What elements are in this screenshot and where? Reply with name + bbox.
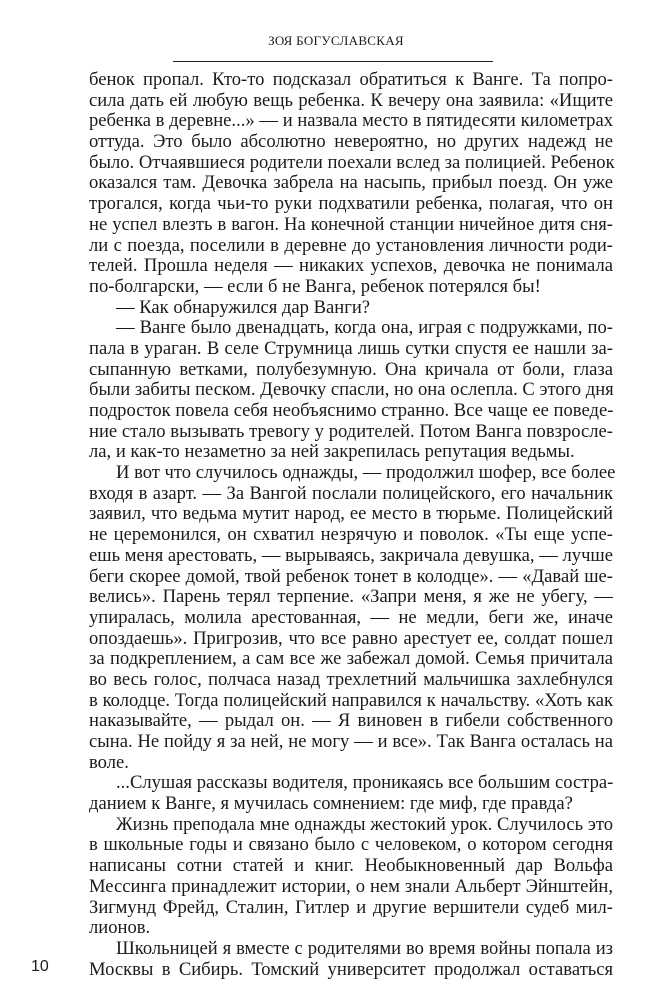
text-line: наказывайте, — рыдал он. — Я виновен в гибели собственного [89, 710, 613, 732]
text-line: — Ванге было двенадцать, когда она, играя с подружками, по- [116, 317, 613, 339]
text-line: ли с поезда, поселили в деревне до установления личности роди- [89, 234, 613, 256]
text-line: в школьные годы и связано было с человеком, о котором сегодня [89, 834, 613, 856]
text-line: оттуда. Это было абсолютно невероятно, но других надежд не [89, 131, 613, 153]
text-line: написаны сотни статей и книг. Необыкновенный дар Вольфа [89, 855, 613, 877]
text-line: сыпанную ветками, полубезумную. Она кричала от боли, глаза [89, 358, 613, 380]
text-line: телей. Прошла неделя — никаких успехов, девочка не понимала [89, 255, 613, 277]
running-header: ЗОЯ БОГУСЛАВСКАЯ [268, 33, 404, 48]
text-line: — Как обнаружился дар Ванги? [116, 296, 371, 318]
text-line: во весь голос, полчаса назад трехлетний мальчишка захлебнулся [89, 668, 613, 690]
text-line: ешь меня арестовать, — вырываясь, закричала девушка, — лучше [89, 544, 613, 566]
text-line: заявил, что ведьма мутит народ, ее место в тюрьме. Полицейский [89, 503, 613, 525]
text-line: воле. [89, 751, 129, 773]
text-line: велись». Парень терял терпение. «Запри меня, я же не убегу, — [89, 586, 613, 608]
text-line: ла, и как-то незаметно за ней закрепилась репутация ведьмы. [89, 441, 575, 463]
text-line: были забиты песком. Девочку спасли, но она ослепла. С этого дня [89, 379, 614, 401]
text-line: упиралась, молила арестованная, — не медли, беги же, иначе [89, 606, 613, 628]
text-line: сила дать ей любую вещь ребенка. К вечеру она заявила: «Ищите [89, 89, 613, 111]
text-line: не церемонился, он схватил незрячую и поволок. «Ты еще успе- [89, 524, 613, 546]
text-line: не успел влезть в вагон. На конечной станции ничейное дитя сня- [89, 213, 613, 235]
text-line: лионов. [89, 917, 151, 939]
text-line: Мессинга принадлежит истории, о нем знали Альберт Эйнштейн, [89, 875, 613, 897]
text-line: за подкреплением, а сам все же забежал домой. Семья причитала [89, 648, 613, 670]
text-line: сына. Не пойду я за ней, не могу — и все». Так Ванга осталась на [89, 731, 613, 752]
text-line: входя в азарт. — За Вангой послали полицейского, его начальник [89, 482, 613, 504]
text-line: опоздаешь». Пригрозив, что все равно арестует ее, солдат пошел [89, 627, 613, 649]
text-line: было. Отчаявшиеся родители поехали вслед за полицией. Ребенок [89, 151, 615, 173]
text-line: ребенка в деревне...» — и назвала место в пятидесяти километрах [89, 110, 613, 132]
text-line: Зигмунд Фрейд, Сталин, Гитлер и другие вершители судеб мил- [89, 896, 613, 918]
text-line: ние стало вызывать тревогу у родителей. Потом Ванга повзросле- [89, 420, 613, 442]
text-line: ...Слушая рассказы водителя, проникаясь все большим состра- [116, 772, 614, 794]
text-line: оказался там. Девочка забрела на насыпь, прибыл поезд. Он уже [89, 172, 613, 194]
text-line: И вот что случилось однажды, — продолжил шофер, все более [116, 462, 616, 484]
text-line: данием к Ванге, я мучилась сомнением: где миф, где правда? [89, 793, 573, 815]
text-line: по-болгарски, — если б не Ванга, ребенок потерялся бы! [89, 275, 541, 297]
text-line: бенок пропал. Кто-то подсказал обратиться к Ванге. Та попро- [89, 69, 613, 90]
text-line: беги скорее домой, твой ребенок тонет в колодце». — «Давай ше- [89, 565, 613, 587]
body-text [89, 69, 616, 980]
text-line: Москвы в Сибирь. Томский университет продолжал оставаться [89, 958, 613, 980]
text-line: подросток повела себя необъяснимо странно. Все чаще ее поведе- [89, 400, 614, 421]
text-line: пала в ураган. В селе Струмница лишь сутки спустя ее нашли за- [89, 337, 613, 359]
text-line: в колодце. Тогда полицейский направился к начальству. «Хоть как [89, 689, 613, 711]
header-rule [173, 61, 493, 62]
text-line: Жизнь преподала мне однажды жестокий урок. Случилось это [116, 813, 613, 835]
page-number: 10 [31, 958, 49, 975]
text-line: трогался, когда чьи-то руки подхватили ребенка, полагая, что он [89, 193, 613, 215]
text-line: Школьницей я вместе с родителями во время войны попала из [116, 937, 613, 959]
